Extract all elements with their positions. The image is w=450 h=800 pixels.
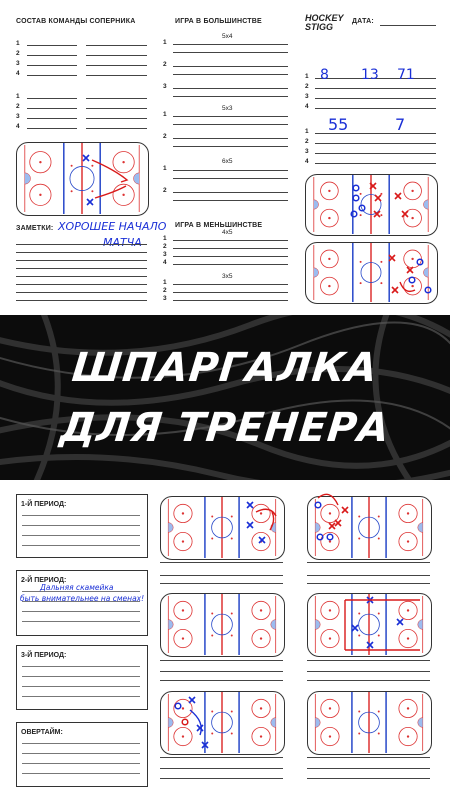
powerplay-row-number: 3 — [163, 83, 167, 90]
powerplay-row-number: 2 — [163, 61, 167, 68]
rink-bottom-6 — [307, 691, 432, 755]
row-number: 3 — [305, 148, 309, 155]
rink-note-line — [307, 757, 430, 758]
powerplay-row-line — [173, 170, 288, 171]
rink-markings — [308, 497, 430, 558]
rink-bottom-5 — [160, 691, 285, 755]
powerplay-row-line — [173, 66, 288, 67]
powerplay-section-label: 6x5 — [222, 158, 233, 165]
period-label: 1-Й ПЕРИОД: — [21, 501, 67, 508]
row-number: 1 — [16, 40, 20, 47]
period-2-note-1: Дальняя скамейка — [40, 583, 114, 592]
roster-hand-number: 13 — [361, 67, 379, 83]
rink-markings — [161, 497, 283, 558]
rink-bottom-2 — [307, 496, 432, 560]
powerplay-row-line — [173, 88, 288, 89]
row-line — [86, 65, 147, 66]
penalty-row-number: 2 — [163, 287, 167, 294]
period-line — [22, 611, 140, 612]
rink-note-line — [160, 562, 283, 563]
rink-note-line — [160, 757, 283, 758]
powerplay-row-line-2 — [173, 52, 288, 53]
period-label: ОВЕРТАЙМ: — [21, 729, 63, 736]
row-line — [315, 98, 436, 99]
roster-hand-number: 8 — [320, 67, 329, 83]
penalty-row-line — [173, 264, 288, 265]
powerplay-row-line-2 — [173, 146, 288, 147]
row-line — [86, 118, 147, 119]
penalty-row-line — [173, 248, 288, 249]
period-box — [16, 645, 148, 710]
powerplay-row-line-2 — [173, 74, 288, 75]
period-line — [22, 773, 140, 774]
period-line — [22, 545, 140, 546]
powerplay-row-line — [173, 138, 288, 139]
powerplay-row-line-2 — [173, 96, 288, 97]
row-line — [86, 98, 147, 99]
rink-markings — [308, 594, 430, 655]
row-number: 4 — [16, 70, 20, 77]
powerplay-row-number: 1 — [163, 39, 167, 46]
opponents-title: СОСТАВ КОМАНДЫ СОПЕРНИКА — [16, 18, 136, 25]
notes-line — [16, 276, 147, 277]
powerplay-row-number: 2 — [163, 187, 167, 194]
period-line — [22, 666, 140, 667]
row-line — [315, 163, 436, 164]
row-line — [86, 108, 147, 109]
penalty-row-number: 3 — [163, 295, 167, 302]
row-number: 2 — [16, 103, 20, 110]
powerplay-row-line-2 — [173, 200, 288, 201]
notes-line — [16, 252, 147, 253]
rink-markings — [17, 143, 147, 214]
period-label: 2-Й ПЕРИОД: — [21, 577, 67, 584]
notes-label: ЗАМЕТКИ: — [16, 225, 54, 232]
rink-note-line — [307, 768, 430, 769]
row-number: 3 — [16, 60, 20, 67]
row-line — [27, 128, 77, 129]
penalty-section-label: 4x5 — [222, 229, 233, 236]
period-box — [16, 494, 148, 558]
row-line — [27, 45, 77, 46]
title-banner — [0, 315, 450, 480]
powerplay-row-line-2 — [173, 124, 288, 125]
rink-note-line — [307, 660, 430, 661]
penalty-section-label: 3x5 — [222, 273, 233, 280]
period-box — [16, 570, 148, 636]
brand-logo — [305, 14, 344, 32]
rink-note-line — [160, 680, 283, 681]
row-number: 4 — [305, 103, 309, 110]
period-line — [22, 535, 140, 536]
rink-note-line — [160, 671, 283, 672]
rink-markings — [161, 594, 283, 655]
notes-line — [16, 300, 147, 301]
row-line — [27, 65, 77, 66]
banner-texture — [0, 315, 450, 480]
period-line — [22, 621, 140, 622]
period-line — [22, 753, 140, 754]
powerplay-row-line — [173, 116, 288, 117]
row-number: 4 — [305, 158, 309, 165]
row-line — [86, 128, 147, 129]
row-line — [27, 98, 77, 99]
row-number: 1 — [16, 93, 20, 100]
period-label: 3-Й ПЕРИОД: — [21, 652, 67, 659]
powerplay-row-line-2 — [173, 178, 288, 179]
row-number: 1 — [305, 73, 309, 80]
date-line — [380, 25, 436, 26]
penalty-row-number: 3 — [163, 251, 167, 258]
brand-line-1: HOCKEY — [305, 13, 344, 23]
period-line — [22, 743, 140, 744]
notes-line — [16, 292, 147, 293]
row-line — [315, 88, 436, 89]
notes-line — [16, 268, 147, 269]
rink-diagram — [16, 142, 149, 216]
penalty-row-line — [173, 284, 288, 285]
period-line — [22, 686, 140, 687]
period-line — [22, 525, 140, 526]
rink-markings — [161, 692, 283, 753]
penalty-row-line — [173, 300, 288, 301]
period-line — [22, 763, 140, 764]
notes-line — [16, 260, 147, 261]
banner-title-line-1: ШПАРГАЛКА — [69, 345, 381, 391]
rink-note-line — [307, 583, 430, 584]
powerplay-section-label: 5x3 — [222, 105, 233, 112]
period-box — [16, 722, 148, 787]
row-line — [27, 118, 77, 119]
rink-note-line — [160, 660, 283, 661]
row-line — [315, 143, 436, 144]
rink-diagram-right-2 — [305, 242, 438, 304]
powerplay-title: ИГРА В БОЛЬШИНСТВЕ — [175, 18, 262, 25]
row-line — [27, 75, 77, 76]
rink-note-line — [160, 768, 283, 769]
rink-diagram-right-1 — [305, 174, 438, 236]
notes-line — [16, 284, 147, 285]
powerplay-row-number: 1 — [163, 165, 167, 172]
rink-markings — [308, 692, 430, 753]
row-line — [86, 75, 147, 76]
roster-hand-number: 7 — [395, 115, 406, 134]
rink-note-line — [307, 778, 430, 779]
row-number: 3 — [16, 113, 20, 120]
row-line — [86, 45, 147, 46]
row-line — [315, 108, 436, 109]
row-number: 3 — [305, 93, 309, 100]
row-number: 4 — [16, 123, 20, 130]
period-line — [22, 676, 140, 677]
row-line — [86, 55, 147, 56]
row-number: 2 — [16, 50, 20, 57]
powerplay-row-line — [173, 44, 288, 45]
banner-title-line-2: ДЛЯ ТРЕНЕРА — [57, 405, 393, 451]
penalty-row-line — [173, 256, 288, 257]
row-number: 2 — [305, 83, 309, 90]
period-2-note-2: быть внимательнее на сменах! — [20, 594, 145, 603]
row-number: 1 — [305, 128, 309, 135]
row-line — [27, 108, 77, 109]
row-line — [27, 55, 77, 56]
penalty-row-line — [173, 240, 288, 241]
rink-bottom-4 — [307, 593, 432, 657]
row-number: 2 — [305, 138, 309, 145]
rink-bottom-3 — [160, 593, 285, 657]
rink-markings — [306, 175, 436, 234]
rink-note-line — [160, 575, 283, 576]
penalty-row-number: 1 — [163, 279, 167, 286]
powerplay-row-line — [173, 192, 288, 193]
penalty-row-number: 4 — [163, 259, 167, 266]
powerplay-row-number: 1 — [163, 111, 167, 118]
rink-note-line — [160, 583, 283, 584]
notes-handwriting-1: ХОРОШЕЕ НАЧАЛО — [58, 220, 167, 233]
penalty-title: ИГРА В МЕНЬШИНСТВЕ — [175, 222, 263, 229]
penalty-row-line — [173, 292, 288, 293]
powerplay-section-label: 5x4 — [222, 33, 233, 40]
rink-note-line — [307, 575, 430, 576]
powerplay-row-number: 2 — [163, 133, 167, 140]
period-line — [22, 696, 140, 697]
rink-note-line — [307, 680, 430, 681]
penalty-row-number: 1 — [163, 235, 167, 242]
period-line — [22, 515, 140, 516]
notes-line — [16, 244, 147, 245]
roster-hand-number: 55 — [328, 115, 349, 134]
rink-note-line — [160, 778, 283, 779]
date-label: ДАТА: — [352, 18, 374, 25]
roster-hand-number: 71 — [397, 67, 415, 83]
brand-line-2: STIGG — [305, 22, 334, 32]
penalty-row-number: 2 — [163, 243, 167, 250]
row-line — [315, 153, 436, 154]
rink-markings — [306, 243, 436, 302]
notes-handwriting-2: МАТЧА — [103, 236, 142, 249]
rink-note-line — [307, 562, 430, 563]
rink-bottom-1 — [160, 496, 285, 560]
rink-note-line — [307, 671, 430, 672]
